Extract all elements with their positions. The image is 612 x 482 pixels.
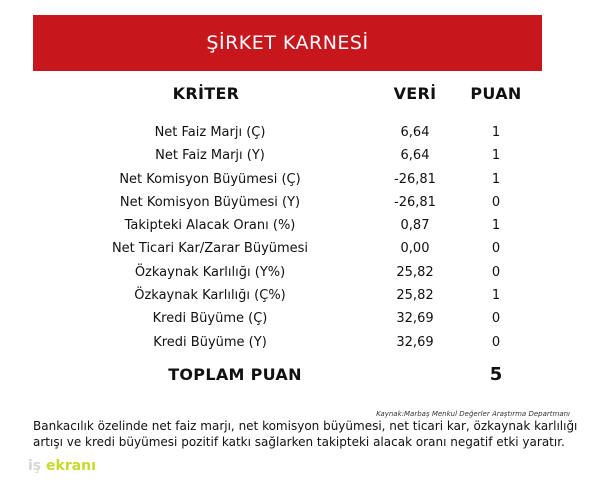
value-cell: 6,64 — [400, 125, 430, 140]
column-header-criterion: KRİTER — [172, 84, 240, 103]
total-score-value: 5 — [489, 364, 503, 385]
value-cell: 25,82 — [396, 264, 434, 280]
score-cell: 0 — [491, 194, 501, 210]
score-cell: 1 — [491, 171, 501, 187]
total-score-label: TOPLAM PUAN — [168, 365, 302, 384]
scorecard-title-banner — [33, 15, 542, 71]
value-cell: 32,69 — [396, 334, 434, 350]
value-cell: 0,87 — [400, 218, 430, 234]
criterion-cell: Özkaynak Karlılığı (Ç%) — [134, 288, 286, 304]
table-row — [0, 191, 612, 214]
value-cell: -26,81 — [394, 171, 436, 187]
score-cell: 1 — [491, 148, 501, 164]
table-row — [0, 307, 612, 330]
score-cell: 1 — [491, 218, 501, 234]
value-cell: 6,64 — [400, 148, 430, 164]
table-row — [0, 214, 612, 237]
explanation-paragraph: Bankacılık özelinde net faiz marjı, net komisyon büyümesi, net ticari kar, özkaynak karlılığı artışı ve kredi büyümesi pozitif katkı sağlarken takipteki alacak oranı negatif etki yaratır. — [33, 419, 578, 449]
watermark-logo — [28, 458, 96, 474]
criterion-cell: Kredi Büyüme (Ç) — [152, 311, 268, 327]
criterion-cell: Net Komisyon Büyümesi (Ç) — [119, 171, 301, 187]
value-cell: 25,82 — [396, 288, 434, 304]
scorecard-title: ŞİRKET KARNESİ — [206, 32, 369, 54]
table-row — [0, 237, 612, 260]
score-cell: 1 — [491, 288, 501, 304]
watermark-brand-text: ekranı — [46, 458, 96, 474]
table-row — [0, 121, 612, 144]
value-cell: -26,81 — [394, 194, 436, 210]
criterion-cell: Net Faiz Marjı (Ç) — [154, 125, 266, 140]
column-header-score: PUAN — [470, 84, 522, 103]
value-cell: 32,69 — [396, 311, 434, 327]
criterion-cell: Özkaynak Karlılığı (Y%) — [134, 264, 286, 280]
score-cell: 0 — [491, 241, 501, 257]
score-cell: 0 — [491, 311, 501, 327]
score-cell: 1 — [491, 125, 501, 140]
value-cell: 0,00 — [400, 241, 430, 257]
table-row — [0, 168, 612, 191]
score-cell: 0 — [491, 334, 501, 350]
criterion-cell: Takipteki Alacak Oranı (%) — [124, 218, 296, 234]
criterion-cell: Net Komisyon Büyümesi (Y) — [119, 194, 301, 210]
column-header-value: VERİ — [393, 84, 437, 103]
score-cell: 0 — [491, 264, 501, 280]
source-note: Kaynak:Marbaş Menkul Değerler Araştırma Departmanı — [376, 410, 570, 418]
table-row — [0, 261, 612, 284]
table-row — [0, 284, 612, 307]
criterion-cell: Net Faiz Marjı (Y) — [155, 148, 265, 164]
watermark-faded-text: iş — [28, 458, 47, 474]
criterion-cell: Net Ticari Kar/Zarar Büyümesi — [111, 241, 309, 257]
table-row — [0, 144, 612, 167]
criterion-cell: Kredi Büyüme (Y) — [153, 334, 267, 350]
table-row — [0, 331, 612, 354]
criteria-table — [0, 121, 612, 354]
